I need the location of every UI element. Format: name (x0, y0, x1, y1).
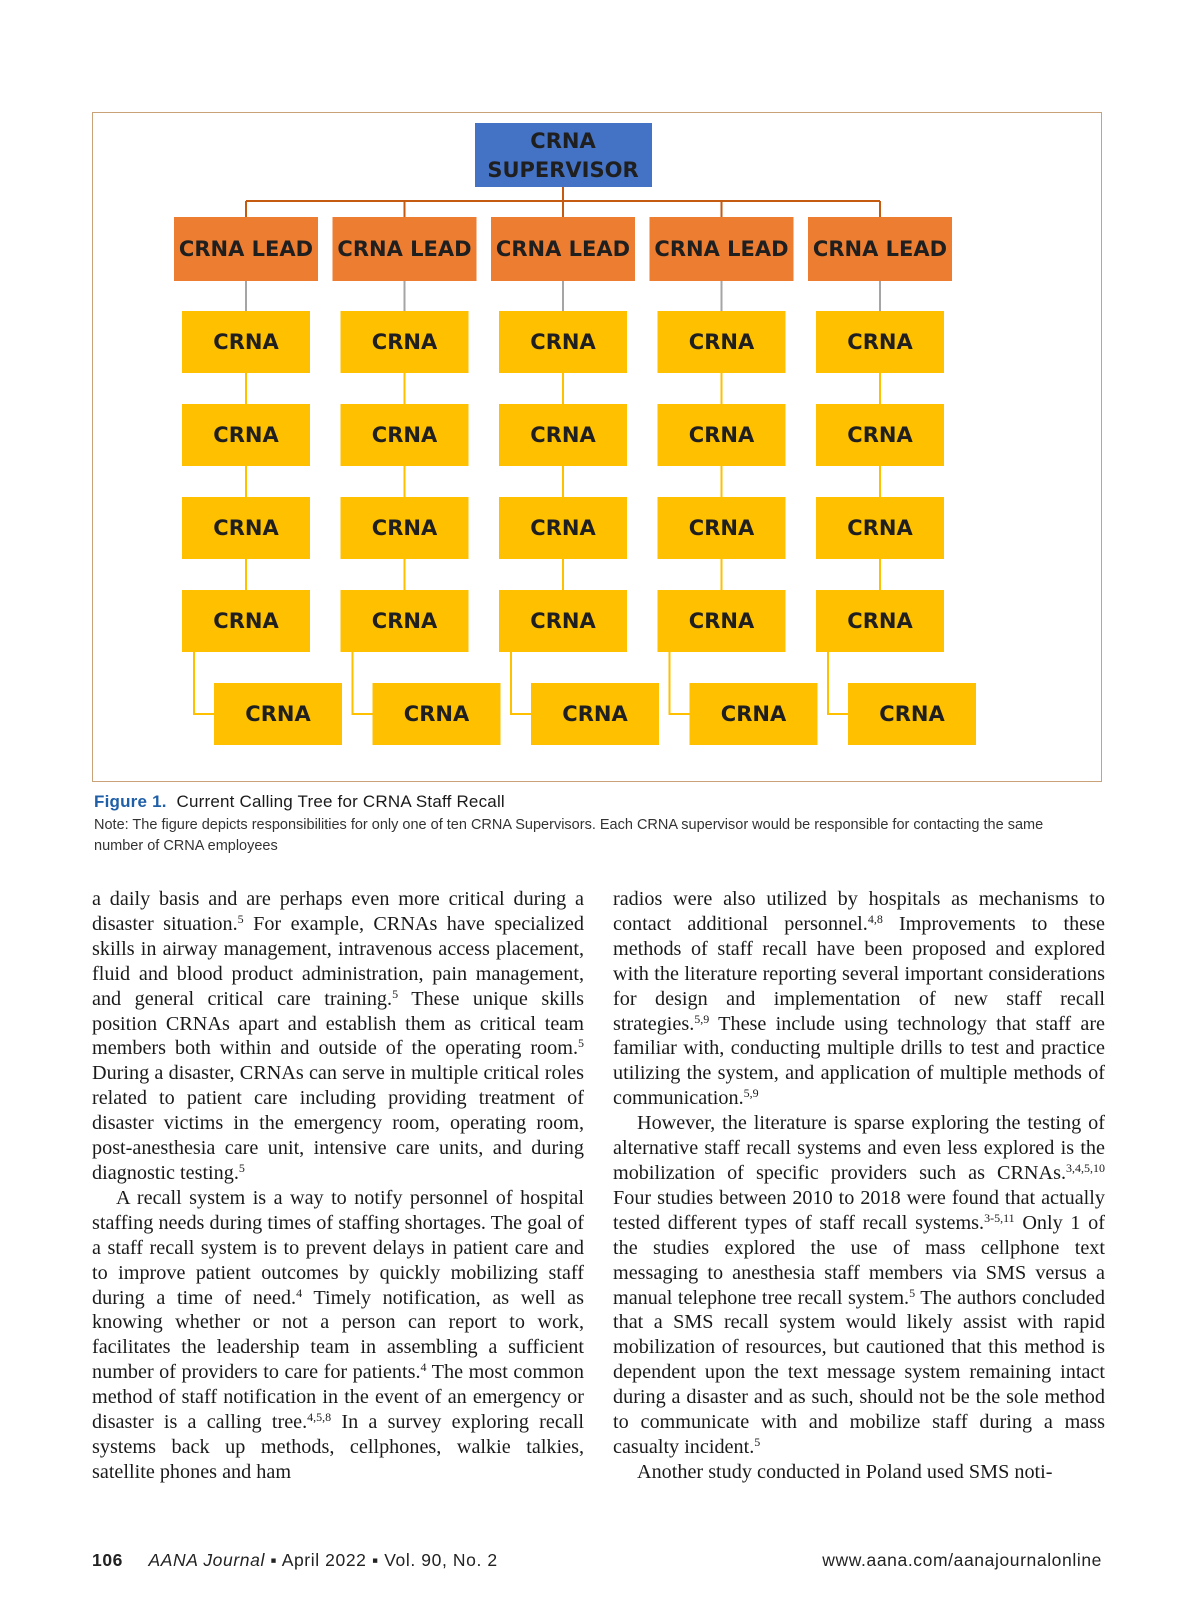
crna-label: CRNA (847, 330, 913, 354)
elbow-connector (828, 652, 848, 714)
crna-label: CRNA (213, 330, 279, 354)
crna-label: CRNA (847, 609, 913, 633)
supervisor-label: CRNA (530, 129, 596, 153)
crna-label: CRNA (213, 516, 279, 540)
page-number: 106 (92, 1550, 123, 1570)
crna-label: CRNA (688, 330, 755, 354)
crna-label: CRNA (530, 609, 596, 633)
volume-issue: Vol. 90, No. 2 (384, 1550, 498, 1570)
paragraph: However, the literature is sparse exploring the testing of alternative staff recall systems and even less explored is the mobilization of specific providers such as CRNAs.$^{3,4,5,10}$ Four studies between 2010 to 2018 were found that actually tested different types of staff recall systems.$^{3-5,11}$ Only 1 of the studies explored the use of mass cellphone text messaging to anesthesia staff members via SMS versus a manual telephone tree recall system.$^5$ The authors concluded that a SMS recall system would likely assist with rapid mobilization of resources, but cautioned that this method is dependent upon the text message system remaining intact during a disaster and as such, should not be the sole method to communicate with and mobilize staff during a mass casualty incident.$^5$ (613, 1112, 1105, 1458)
crna-label: CRNA (530, 423, 596, 447)
elbow-connector (670, 652, 690, 714)
crna-label: CRNA (720, 702, 787, 726)
paragraph: radios were also utilized by hospitals as mechanisms to contact additional personnel.$^{4,8}$ Improvements to these methods of staff recall have been proposed and explored with the literature reporting several important considerations for design and implementation of new staff recall strategies.$^{5,9}$ These include using technology that staff are familiar with, conducting multiple drills to test and practice utilizing the system, and application of multiple methods of communication.$^{5,9}$ (613, 888, 1105, 1110)
paragraph: Another study conducted in Poland used SMS noti- (637, 1460, 1053, 1483)
crna-label: CRNA (530, 330, 596, 354)
caption-title (94, 792, 1104, 812)
crna-label: CRNA (213, 423, 279, 447)
figure-label: Figure 1. (94, 792, 167, 811)
text-column-left (92, 887, 584, 1485)
crna-label: CRNA (688, 516, 755, 540)
crna-label: CRNA (213, 609, 279, 633)
crna-label: CRNA (371, 330, 438, 354)
crna-label: CRNA (371, 516, 438, 540)
crna-label: CRNA (245, 702, 311, 726)
journal-name: AANA Journal (148, 1550, 265, 1570)
figure-caption (94, 792, 1104, 857)
crna-label: CRNA (562, 702, 628, 726)
issue-date: April 2022 (281, 1550, 367, 1570)
text-column-right (613, 887, 1105, 1485)
crna-label: CRNA (371, 423, 438, 447)
crna-label: CRNA (847, 423, 913, 447)
lead-label: CRNA LEAD (178, 237, 314, 261)
journal-url: www.aana.com/aanajournalonline (822, 1550, 1102, 1570)
calling-tree-diagram (93, 113, 1103, 783)
lead-label: CRNA LEAD (337, 237, 472, 261)
lead-label: CRNA LEAD (812, 237, 948, 261)
crna-label: CRNA (688, 609, 755, 633)
supervisor-label: SUPERVISOR (487, 158, 639, 182)
figure-note: Note: The figure depicts responsibilities for only one of ten CRNA Supervisors. Each CRNA supervisor would be responsible for contacting the same number of CRNA employees (94, 817, 1044, 854)
crna-label: CRNA (879, 702, 945, 726)
lead-label: CRNA LEAD (654, 237, 789, 261)
crna-label: CRNA (847, 516, 913, 540)
paragraph: a daily basis and are perhaps even more critical during a disaster situation.$^5$ For example, CRNAs have specialized skills in airway management, intravenous access placement, fluid and blood product administration, pain management, and general critical care training.$^5$ These unique skills position CRNAs apart and establish them as critical team members both within and outside of the operating room.$^5$ During a disaster, CRNAs can serve in multiple critical roles related to patient care including providing treatment of disaster victims in the emergency room, operating room, post-anesthesia care unit, intensive care units, and during diagnostic testing.$^5$ (92, 888, 584, 1184)
crna-label: CRNA (688, 423, 755, 447)
elbow-connector (511, 652, 531, 714)
figure-frame (92, 112, 1102, 782)
crna-label: CRNA (530, 516, 596, 540)
elbow-connector (353, 652, 373, 714)
crna-label: CRNA (371, 609, 438, 633)
elbow-connector (194, 652, 214, 714)
paragraph: A recall system is a way to notify personnel of hospital staffing needs during times of staffing shortages. The goal of a staff recall system is to prevent delays in patient care and to improve patient outcomes by quickly mobilizing staff during a time of need.$^4$ Timely notification, as well as knowing whether or not a person can report to work, facilitates the leadership team in assembling a sufficient number of providers to care for patients.$^4$ The most common method of staff notification in the event of an emergency or disaster is a calling tree.$^{4,5,8}$ In a survey exploring recall systems back up methods, cellphones, walkie talkies, satellite phones and ham (92, 1186, 584, 1483)
crna-label: CRNA (403, 702, 470, 726)
lead-label: CRNA LEAD (495, 237, 631, 261)
page-footer: 106 AANA Journal ▪ April 2022 ▪ Vol. 90, No. 2 www.aana.com/aanajournalonline (92, 1550, 1102, 1570)
figure-title: Current Calling Tree for CRNA Staff Recall (176, 792, 505, 811)
